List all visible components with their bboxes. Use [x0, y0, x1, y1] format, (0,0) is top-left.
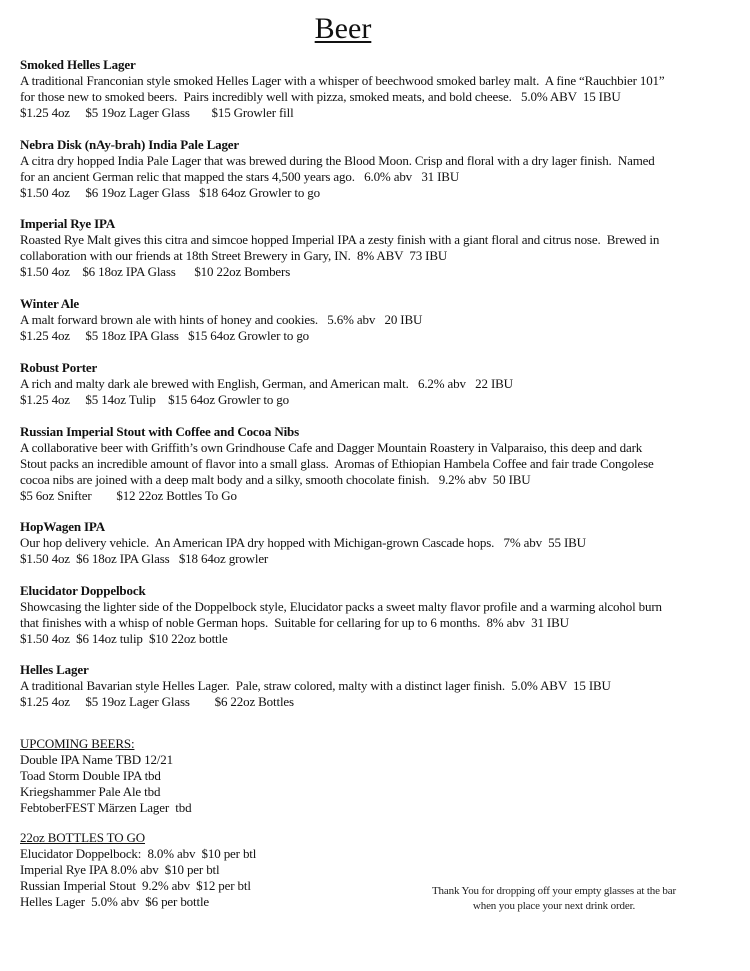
beer-description: that finishes with a whisp of noble German hops. Suitable for cellaring for up to 6 months. 8% abv 31 IBU — [20, 615, 569, 630]
section-item: Imperial Rye IPA 8.0% abv $10 per btl — [20, 862, 220, 877]
beer-description: A traditional Franconian style smoked Helles Lager with a whisper of beechwood smoked barley malt. A fine “Rauchbier 101” — [20, 73, 665, 88]
beer-description: Roasted Rye Malt gives this citra and simcoe hopped Imperial IPA a zesty finish with a giant floral and citrus nose. Brewed in — [20, 232, 660, 247]
beer-description: Our hop delivery vehicle. An American IPA dry hopped with Michigan-grown Cascade hops. 7% abv 55 IBU — [20, 535, 586, 550]
beer-prices: $1.50 4oz $6 19oz Lager Glass $18 64oz Growler to go — [20, 185, 320, 200]
beer-description: for those new to smoked beers. Pairs incredibly well with pizza, smoked meats, and bold cheese. 5.0% ABV 15 IBU — [20, 89, 621, 104]
beer-name: Russian Imperial Stout with Coffee and Cocoa Nibs — [20, 424, 300, 439]
beer-item — [20, 296, 745, 344]
beer-description: A collaborative beer with Griffith’s own Grindhouse Cafe and Dagger Mountain Roastery in Valparaiso, this deep and dark — [20, 440, 643, 455]
beer-item — [20, 424, 745, 504]
section-heading: 22oz BOTTLES TO GO — [20, 830, 146, 845]
section-item: Elucidator Doppelbock: 8.0% abv $10 per btl — [20, 846, 257, 861]
section-item: Toad Storm Double IPA tbd — [20, 768, 161, 783]
beer-description: for an ancient German relic that mapped the stars 4,500 years ago. 6.0% abv 31 IBU — [20, 169, 460, 184]
thank-you-line: Thank You for dropping off your empty glasses at the bar — [431, 885, 677, 897]
beer-prices: $1.50 4oz $6 18oz IPA Glass $10 22oz Bombers — [20, 264, 291, 279]
beer-item — [20, 137, 745, 201]
beer-prices: $1.50 4oz $6 14oz tulip $10 22oz bottle — [20, 631, 228, 646]
beer-item — [20, 662, 745, 710]
beer-prices: $1.25 4oz $5 14oz Tulip $15 64oz Growler to go — [20, 392, 290, 407]
beer-name: Imperial Rye IPA — [20, 216, 116, 231]
beer-item — [20, 519, 745, 567]
thank-you-line: when you place your next drink order. — [472, 900, 636, 912]
beer-name: Smoked Helles Lager — [20, 57, 136, 72]
thank-you-note — [395, 884, 713, 914]
beer-prices: $5 6oz Snifter $12 22oz Bottles To Go — [20, 488, 237, 503]
beer-prices: $1.50 4oz $6 18oz IPA Glass $18 64oz growler — [20, 551, 269, 566]
beer-prices: $1.25 4oz $5 18oz IPA Glass $15 64oz Growler to go — [20, 328, 310, 343]
beer-name: Helles Lager — [20, 662, 89, 677]
section-item: Kriegshammer Pale Ale tbd — [20, 784, 161, 799]
upcoming-beers-section — [20, 736, 745, 816]
beer-description: A rich and malty dark ale brewed with English, German, and American malt. 6.2% abv 22 IBU — [20, 376, 513, 391]
beer-item — [20, 216, 745, 280]
beer-item — [20, 57, 745, 121]
section-item: Helles Lager 5.0% abv $6 per bottle — [20, 894, 210, 909]
section-item: Russian Imperial Stout 9.2% abv $12 per btl — [20, 878, 251, 893]
beer-description: A traditional Bavarian style Helles Lager. Pale, straw colored, malty with a distinct lager finish. 5.0% ABV 15 IBU — [20, 678, 611, 693]
beer-prices: $1.25 4oz $5 19oz Lager Glass $15 Growler fill — [20, 105, 294, 120]
beer-name: Winter Ale — [20, 296, 80, 311]
beer-description: collaboration with our friends at 18th Street Brewery in Gary, IN. 8% ABV 73 IBU — [20, 248, 448, 263]
page-title: Beer — [314, 12, 372, 45]
section-item: FebtoberFEST Märzen Lager tbd — [20, 800, 192, 815]
beer-description: A malt forward brown ale with hints of honey and cookies. 5.6% abv 20 IBU — [20, 312, 423, 327]
beer-description: cocoa nibs are joined with a deep malt body and a silky, smooth chocolate finish. 9.2% abv 50 IBU — [20, 472, 531, 487]
section-item: Double IPA Name TBD 12/21 — [20, 752, 173, 767]
beer-item — [20, 360, 745, 408]
section-heading: UPCOMING BEERS: — [20, 736, 135, 751]
beer-name: HopWagen IPA — [20, 519, 105, 534]
beer-item — [20, 583, 745, 647]
beer-prices: $1.25 4oz $5 19oz Lager Glass $6 22oz Bottles — [20, 694, 294, 709]
beer-description: Showcasing the lighter side of the Doppelbock style, Elucidator packs a sweet malty flavor profile and a warming alcohol burn — [20, 599, 662, 614]
beer-name: Elucidator Doppelbock — [20, 583, 146, 598]
beer-description: A citra dry hopped India Pale Lager that was brewed during the Blood Moon. Crisp and floral with a dry lager finish. Named — [20, 153, 655, 168]
beer-description: Stout packs an incredible amount of flavor into a small glass. Aromas of Ethiopian Hambela Coffee and fair trade Congolese — [20, 456, 654, 471]
beer-name: Nebra Disk (nAy-brah) India Pale Lager — [20, 137, 240, 152]
beer-name: Robust Porter — [20, 360, 98, 375]
